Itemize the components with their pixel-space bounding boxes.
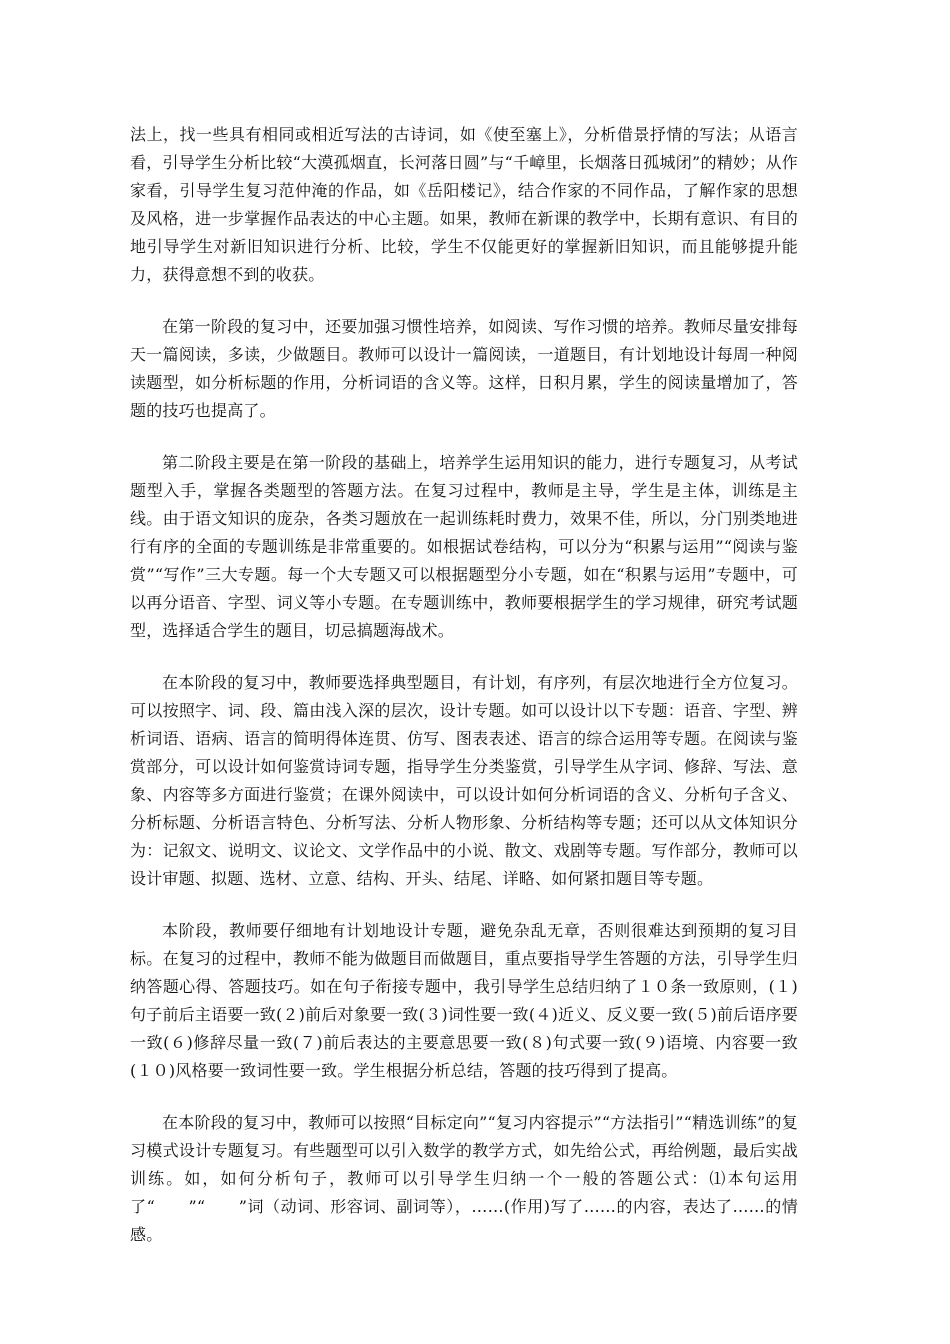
paragraph-5: 本阶段，教师要仔细地有计划地设计专题，避免杂乱无章，否则很难达到预期的复习目标。在复习的过程中，教师不能为做题目而做题目，重点要指导学生答题的方法，引导学生归纳答题心得、答题技巧。如在句子衔接专题中，我引导学生总结归纳了１０条一致原则，(１)句子前后主语要一致(２)前后对象要一致(３)词性要一致(４)近义、反义要一致(５)前后语序要一致(６)修辞尽量一致(７)前后表达的主要意思要一致(８)句式要一致(９)语境、内容要一致(１０)风格要一致词性要一致。学生根据分析总结，答题的技巧得到了提高。 xyxy=(130,921,798,1080)
paragraph-4: 在本阶段的复习中，教师要选择典型题目，有计划，有序列，有层次地进行全方位复习。可以按照字、词、段、篇由浅入深的层次，设计专题。如可以设计以下专题：语音、字型、辨析词语、语病、语言的简明得体连贯、仿写、图表表述、语言的综合运用等专题。在阅读与鉴赏部分，可以设计如何鉴赏诗词专题，指导学生分类鉴赏，引导学生从字词、修辞、写法、意象、内容等多方面进行鉴赏；在课外阅读中，可以设计如何分析词语的含义、分析句子含义、分析标题、分析语言特色、分析写法、分析人物形象、分析结构等专题；还可以从文体知识分为：记叙文、说明文、议论文、文学作品中的小说、散文、戏剧等专题。写作部分，教师可以设计审题、拟题、选材、立意、结构、开头、结尾、详略、如何紧扣题目等专题。 xyxy=(130,673,798,888)
paragraph-1: 法上，找一些具有相同或相近写法的古诗词，如《使至塞上》，分析借景抒情的写法；从语言看，引导学生分析比较“大漠孤烟直，长河落日圆”与“千嶂里，长烟落日孤城闭”的精妙；从作家看，引导学生复习范仲淹的作品，如《岳阳楼记》，结合作家的不同作品，了解作家的思想及风格，进一步掌握作品表达的中心主题。如果，教师在新课的教学中，长期有意识、有目的地引导学生对新旧知识进行分析、比较，学生不仅能更好的掌握新旧知识，而且能够提升能力，获得意想不到的收获。 xyxy=(130,125,798,284)
paragraph-2: 在第一阶段的复习中，还要加强习惯性培养，如阅读、写作习惯的培养。教师尽量安排每天一篇阅读，多读，少做题目。教师可以设计一篇阅读，一道题目，有计划地设计每周一种阅读题型，如分析标题的作用，分析词语的含义等。这样，日积月累，学生的阅读量增加了，答题的技巧也提高了。 xyxy=(130,317,798,420)
paragraph-6: 在本阶段的复习中，教师可以按照“目标定向”“复习内容提示”“方法指引”“精选训练”的复习模式设计专题复习。有些题型可以引入数学的教学方式，如先给公式，再给例题，最后实战训练。如，如何分析句子，教师可以引导学生归纳一个一般的答题公式：⑴本句运用了“ ”“ ”词（动词、形容词、副词等），……(作用)写了……的内容，表达了……的情感。 xyxy=(130,1113,798,1244)
paragraph-3: 第二阶段主要是在第一阶段的基础上，培养学生运用知识的能力，进行专题复习，从考试题型入手，掌握各类题型的答题方法。在复习过程中，教师是主导，学生是主体，训练是主线。由于语文知识的庞杂，各类习题放在一起训练耗时费力，效果不佳，所以，分门别类地进行有序的全面的专题训练是非常重要的。如根据试卷结构，可以分为“积累与运用”“阅读与鉴赏”“写作”三大专题。每一个大专题又可以根据题型分小专题，如在“积累与运用”专题中，可以再分语音、字型、词义等小专题。在专题训练中，教师要根据学生的学习规律，研究考试题型，选择适合学生的题目，切忌搞题海战术。 xyxy=(130,453,798,640)
document-page xyxy=(130,121,798,1273)
